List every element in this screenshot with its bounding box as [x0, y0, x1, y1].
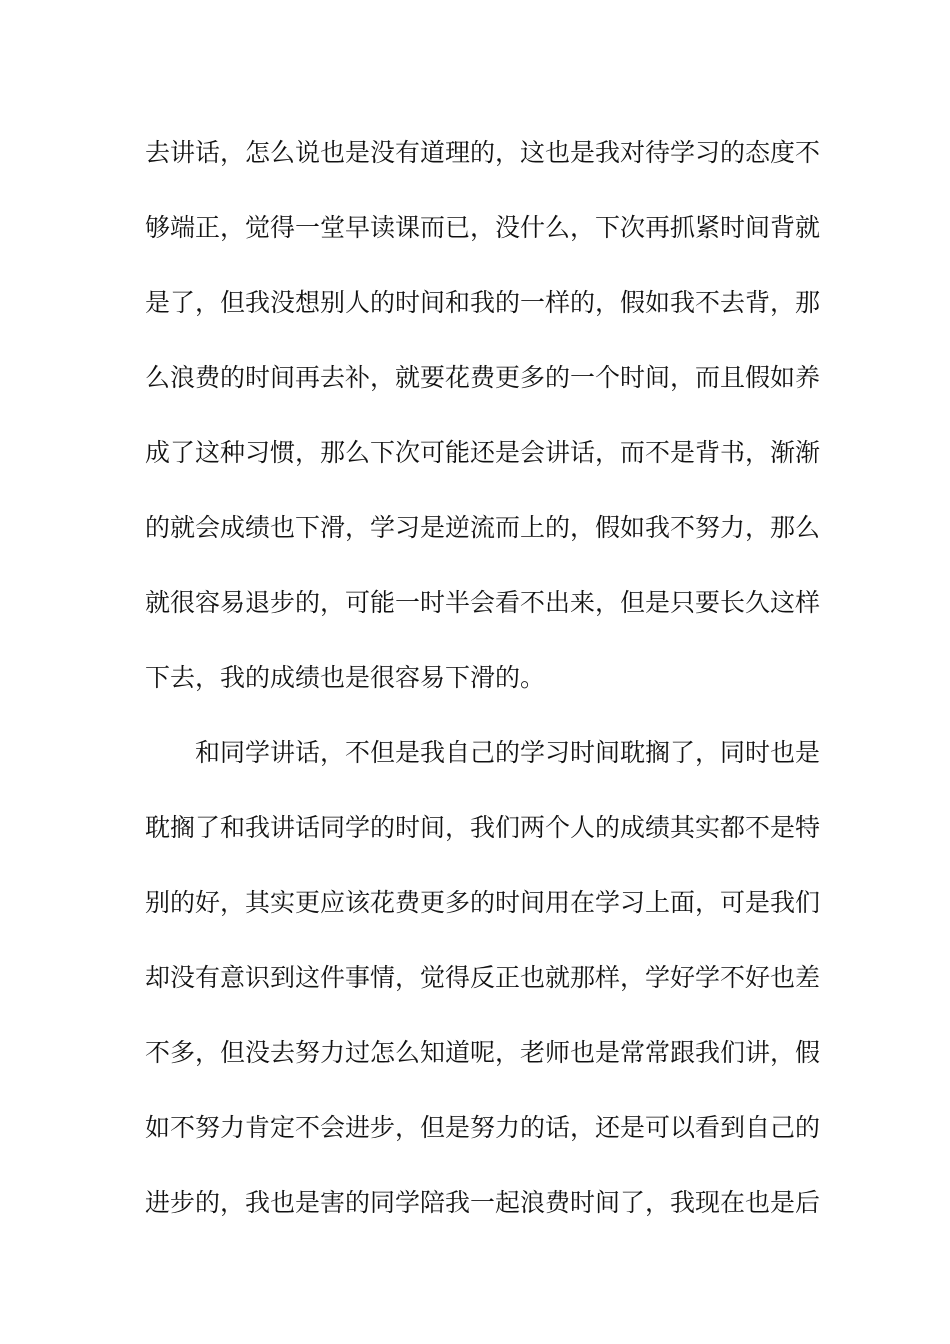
text-line: 下去，我的成绩也是很容易下滑的。	[145, 663, 546, 692]
text-line: 如不努力肯定不会进步，但是努力的话，还是可以看到自己的	[145, 1113, 821, 1142]
text-line: 去讲话，怎么说也是没有道理的，这也是我对待学习的态度不	[145, 138, 821, 167]
text-line: 别的好，其实更应该花费更多的时间用在学习上面，可是我们	[145, 888, 821, 917]
text-line: 是了，但我没想别人的时间和我的一样的，假如我不去背，那	[145, 288, 821, 317]
text-line: 的就会成绩也下滑，学习是逆流而上的，假如我不努力，那么	[145, 513, 821, 542]
text-line: 么浪费的时间再去补，就要花费更多的一个时间，而且假如养	[145, 363, 821, 392]
text-line: 够端正，觉得一堂早读课而已，没什么，下次再抓紧时间背就	[145, 213, 821, 242]
text-line: 不多，但没去努力过怎么知道呢，老师也是常常跟我们讲，假	[145, 1038, 821, 1067]
paragraph-first-line: 和同学讲话，不但是我自己的学习时间耽搁了，同时也是	[195, 738, 821, 767]
text-line: 却没有意识到这件事情，觉得反正也就那样，学好学不好也差	[145, 963, 821, 992]
text-line: 进步的，我也是害的同学陪我一起浪费时间了，我现在也是后	[145, 1188, 821, 1217]
text-line: 就很容易退步的，可能一时半会看不出来，但是只要长久这样	[145, 588, 821, 617]
text-line: 耽搁了和我讲话同学的时间，我们两个人的成绩其实都不是特	[145, 813, 821, 842]
text-line: 成了这种习惯，那么下次可能还是会讲话，而不是背书，渐渐	[145, 438, 821, 467]
